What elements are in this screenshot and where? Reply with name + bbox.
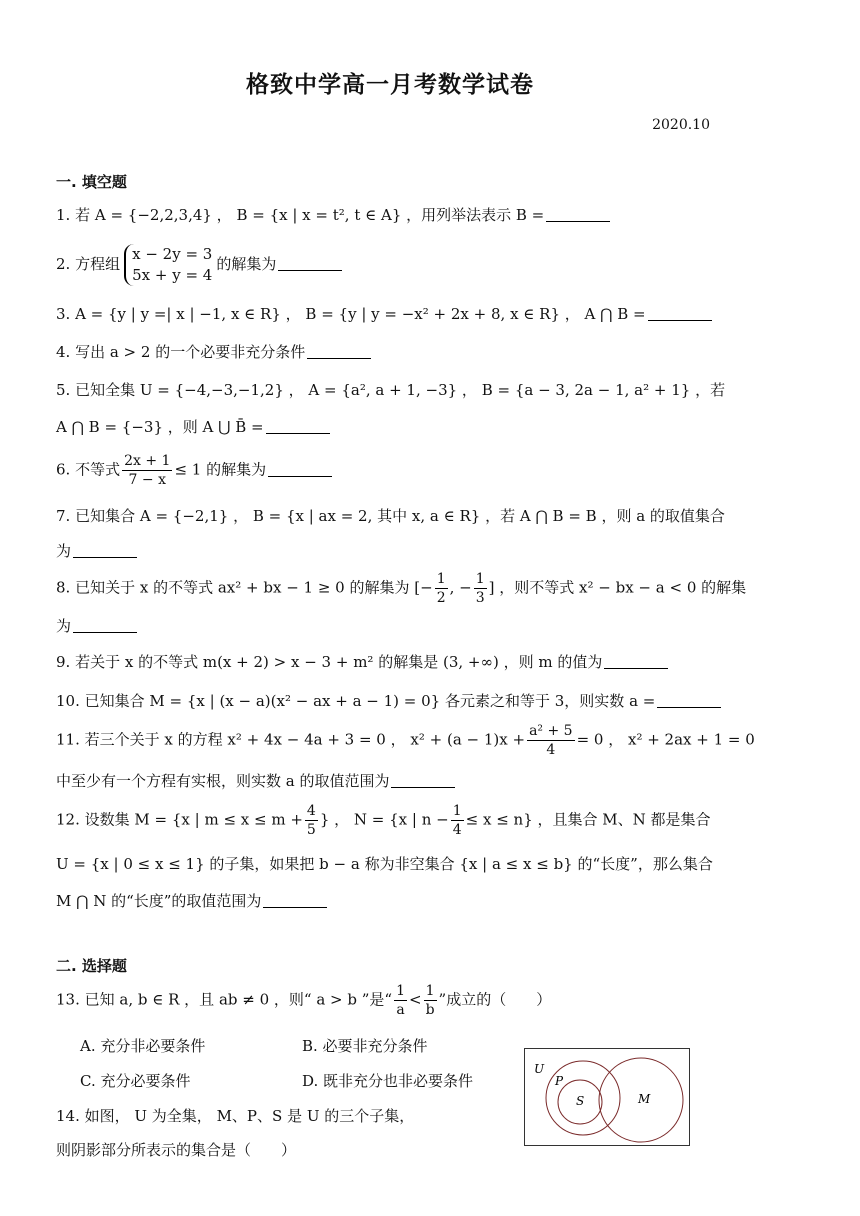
answer-blank[interactable]	[278, 254, 342, 271]
answer-blank[interactable]	[648, 304, 712, 321]
answer-blank[interactable]	[73, 541, 137, 558]
answer-blank[interactable]	[263, 891, 327, 908]
universe-box	[525, 1049, 690, 1146]
answer-blank[interactable]	[546, 205, 610, 222]
option-b[interactable]: B. 必要非充分条件	[302, 1037, 428, 1055]
equation-system: x − 2y = 3 5x + y = 4	[124, 244, 212, 286]
answer-blank[interactable]	[73, 616, 137, 633]
question-12-line2: U = {x | 0 ≤ x ≤ 1} 的子集，如果把 b − a 称为非空集合 {x | a ≤ x ≤ b} 的“长度”，那么集合	[56, 855, 713, 873]
option-a[interactable]: A. 充分非必要条件	[80, 1037, 206, 1055]
question-4: 4. 写出 a > 2 的一个必要非充分条件	[56, 341, 371, 363]
question-13: 13. 已知 a, b ∈ R ，且 ab ≠ 0 ，则“ a > b ”是“ $\frac{1}{a}$ < $\frac{1}{b}$ ”成立的（ ）	[56, 983, 552, 1018]
question-12-line3: M ⋂ N 的“长度”的取值范围为	[56, 890, 327, 912]
answer-blank[interactable]	[266, 417, 330, 434]
question-9: 9. 若关于 x 的不等式 m(x + 2) > x − 3 + m² 的解集是 (3, +∞) ，则 m 的值为	[56, 651, 668, 673]
label-p: P	[555, 1074, 564, 1088]
venn-diagram	[524, 1048, 690, 1146]
fraction: $\frac{1}{3}$	[475, 571, 485, 606]
question-5-line2: A ⋂ B = {−3} ，则 A ⋃ B̄ =	[56, 416, 330, 438]
section-multiple-choice: 二. 选择题	[56, 957, 127, 975]
question-8-line1: 8. 已知关于 x 的不等式 ax² + bx − 1 ≥ 0 的解集为 [− $\frac{1}{2}$ , − $\frac{1}{3}$ ] ，则不等式 x² − bx − a < 0 的解集	[56, 571, 747, 606]
answer-blank[interactable]	[657, 691, 721, 708]
question-1: 1. 若 A = {−2,2,3,4} ， B = {x | x = t², t ∈ A} ，用列举法表示 B =	[56, 204, 610, 226]
fraction: $\frac{1}{a}$	[396, 983, 406, 1018]
option-d[interactable]: D. 既非充分也非必要条件	[302, 1072, 474, 1090]
question-5-line1: 5. 已知全集 U = {−4,−3,−1,2} ， A = {a², a + 1, −3} ， B = {a − 3, 2a − 1, a² + 1} ，若	[56, 381, 726, 399]
label-m: M	[638, 1092, 651, 1106]
label-s: S	[576, 1094, 585, 1108]
question-8-line2: 为	[56, 615, 137, 637]
answer-blank[interactable]	[604, 652, 668, 669]
label-u: U	[534, 1062, 545, 1076]
question-12-line1: 12. 设数集 M = {x | m ≤ x ≤ m + $\frac{4}{5}$ } ， N = {x | n − $\frac{1}{4}$ ≤ x ≤ n} ，且集合 M、N 都是集合	[56, 803, 711, 838]
fraction: $\frac{\text{a² + 5}}{4}$	[529, 723, 573, 758]
question-3: 3. A = {y | y =| x | −1, x ∈ R} ， B = {y | y = −x² + 2x + 8, x ∈ R} ， A ⋂ B =	[56, 303, 712, 325]
question-14-line1: 14. 如图， U 为全集， M、P、S 是 U 的三个子集，	[56, 1107, 415, 1125]
question-7-line1: 7. 已知集合 A = {−2,1} ， B = {x | ax = 2, 其中 x, a ∈ R} ，若 A ⋂ B = B ，则 a 的取值集合	[56, 507, 725, 525]
fraction: $\frac{2x + 1}{7 - x}$	[124, 453, 171, 488]
fraction: $\frac{1}{2}$	[436, 571, 446, 606]
answer-blank[interactable]	[268, 460, 332, 477]
question-11-line2: 中至少有一个方程有实根，则实数 a 的取值范围为	[56, 770, 455, 792]
question-7-line2: 为	[56, 540, 137, 562]
section-fill-blank: 一. 填空题	[56, 173, 127, 191]
question-10: 10. 已知集合 M = {x | (x − a)(x² − ax + a − 1) = 0} 各元素之和等于 3，则实数 a =	[56, 690, 721, 712]
question-2: 2. 方程组 x − 2y = 3 5x + y = 4 的解集为	[56, 244, 342, 286]
fraction: $\frac{1}{4}$	[452, 803, 462, 838]
page-title: 格致中学高一月考数学试卷	[246, 72, 534, 98]
fraction: $\frac{1}{b}$	[425, 983, 435, 1018]
question-11-line1: 11. 若三个关于 x 的方程 x² + 4x − 4a + 3 = 0 ， x² + (a − 1)x + $\frac{\text{a² + 5}}{4}$ = 0 ， x² + 2ax + 1 = 0	[56, 723, 755, 758]
exam-date: 2020.10	[652, 117, 710, 133]
answer-blank[interactable]	[391, 771, 455, 788]
question-6: 6. 不等式 $\frac{2x + 1}{7 - x}$ ≤ 1 的解集为	[56, 452, 332, 489]
question-14-line2: 则阴影部分所表示的集合是（ ）	[56, 1141, 297, 1159]
fraction: $\frac{4}{5}$	[306, 803, 316, 838]
option-c[interactable]: C. 充分必要条件	[80, 1072, 191, 1090]
answer-blank[interactable]	[307, 342, 371, 359]
